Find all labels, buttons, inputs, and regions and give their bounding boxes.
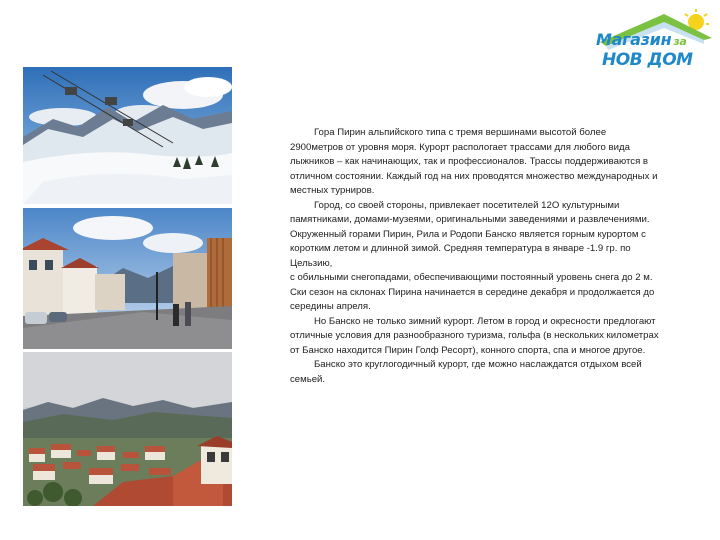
paragraph: Город, со своей стороны, привлекает посетителей 12О культурными памятниками, домами-музеями, оригинальными заведениями и развлечениями. bbox=[290, 199, 650, 225]
paragraph: Окруженный горами Пирин, Рила и Родопи Банско является горным курортом с коротким летом и длинной зимой. Средняя температура в январе -1.9 гр. по Цельзию, bbox=[290, 228, 646, 269]
paragraph: Но Банско не только зимний курорт. Летом в город и окресности предлогают отличные условия для разнообразного туризма, гольфа (в нескольких километрах от Банско находится Пирин Голф Ресорт), конного спорта, спа и многое другое. bbox=[290, 315, 659, 356]
paragraph: с обильными снегопадами, обеспечивающими постоянный уровень снега до 2 м. bbox=[290, 272, 653, 283]
town-panorama-photo bbox=[23, 352, 232, 506]
logo-za: за bbox=[673, 35, 687, 48]
paragraph: Ски сезон на склонах Пирина начинается в середине декабря и продолжается до середины апреля. bbox=[290, 286, 655, 312]
description-text bbox=[290, 126, 660, 387]
logo-line1: Магазин bbox=[596, 30, 672, 49]
paragraph: Банско это круглогодичный курорт, где можно наслаждатся отдыхом всей семьей. bbox=[290, 359, 642, 385]
brand-logo bbox=[592, 8, 714, 78]
logo-line2: НОВ ДОМ bbox=[602, 50, 693, 70]
paragraph: Гора Пирин альпийского типа с тремя вершинами высотой более 2900метров от уровня моря. Курорт распологает трассами для любого вида лыжников – как начинающих, так и профессионалов. Трассы поддерживаются в отличном состоянии. Каждый год на них проводятся множество международных и местных турниров. bbox=[290, 127, 658, 196]
ski-resort-photo bbox=[23, 67, 232, 204]
town-street-photo bbox=[23, 208, 232, 349]
